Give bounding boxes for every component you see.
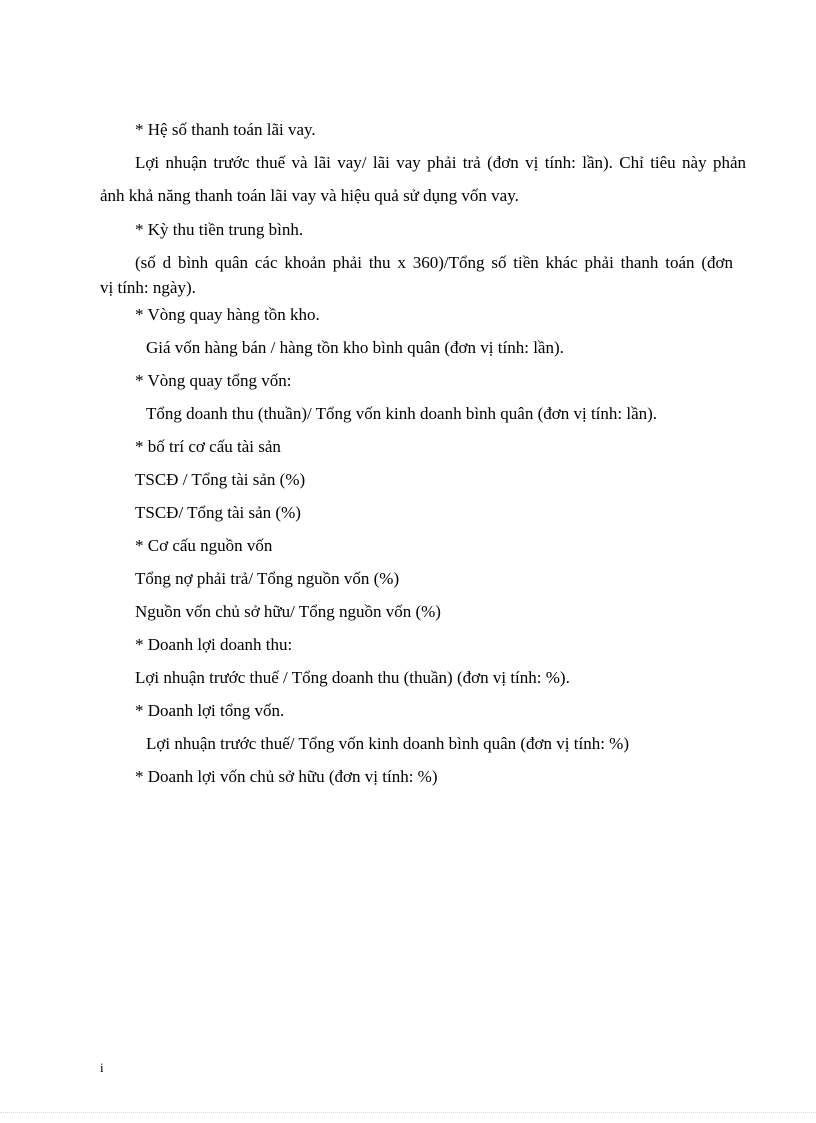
heading-return-on-equity: * Doanh lợi vốn chủ sở hữu (đơn vị tính: %) (135, 767, 438, 786)
formula-line: Lợi nhuận trước thuế / Tổng doanh thu (thuần) (đơn vị tính: %). (135, 668, 570, 687)
formula-line: Tổng nợ phải trả/ Tổng nguồn vốn (%) (135, 569, 400, 588)
heading-return-on-revenue: * Doanh lợi doanh thu: (135, 635, 293, 654)
paragraph-line: (số d bình quân các khoản phải thu x 360)/Tổng số tiền khác phải thanh toán (đơn (135, 253, 733, 272)
formula-line: Giá vốn hàng bán / hàng tồn kho bình quân (đơn vị tính: lần). (146, 338, 564, 357)
heading-collection-period: * Kỳ thu tiền trung bình. (135, 220, 304, 239)
formula-line: Nguồn vốn chủ sở hữu/ Tổng nguồn vốn (%) (135, 602, 441, 621)
heading-asset-structure: * bố trí cơ cấu tài sản (135, 437, 281, 456)
heading-capital-structure: * Cơ cấu nguồn vốn (135, 536, 273, 555)
heading-return-on-capital: * Doanh lợi tổng vốn. (135, 701, 285, 720)
footer-mark: i (100, 1060, 104, 1075)
formula-line: TSCĐ / Tổng tài sản (%) (135, 470, 306, 489)
paragraph-line: vị tính: ngày). (100, 278, 196, 297)
formula-line: Lợi nhuận trước thuế/ Tổng vốn kinh doanh bình quân (đơn vị tính: %) (146, 734, 629, 753)
heading-total-capital-turnover: * Vòng quay tổng vốn: (135, 371, 292, 390)
paragraph-line: Lợi nhuận trước thuế và lãi vay/ lãi vay phải trả (đơn vị tính: lần). Chỉ tiêu này phản (135, 153, 746, 172)
page-bottom-divider (0, 1112, 816, 1113)
formula-line: Tổng doanh thu (thuần)/ Tổng vốn kinh doanh bình quân (đơn vị tính: lần). (146, 404, 658, 423)
formula-line: TSCĐ/ Tổng tài sản (%) (135, 503, 301, 522)
heading-interest-coverage: * Hệ số thanh toán lãi vay. (135, 120, 316, 139)
heading-inventory-turnover: * Vòng quay hàng tồn kho. (135, 305, 320, 324)
paragraph-line: ảnh khả năng thanh toán lãi vay và hiệu quả sử dụng vốn vay. (100, 186, 519, 205)
